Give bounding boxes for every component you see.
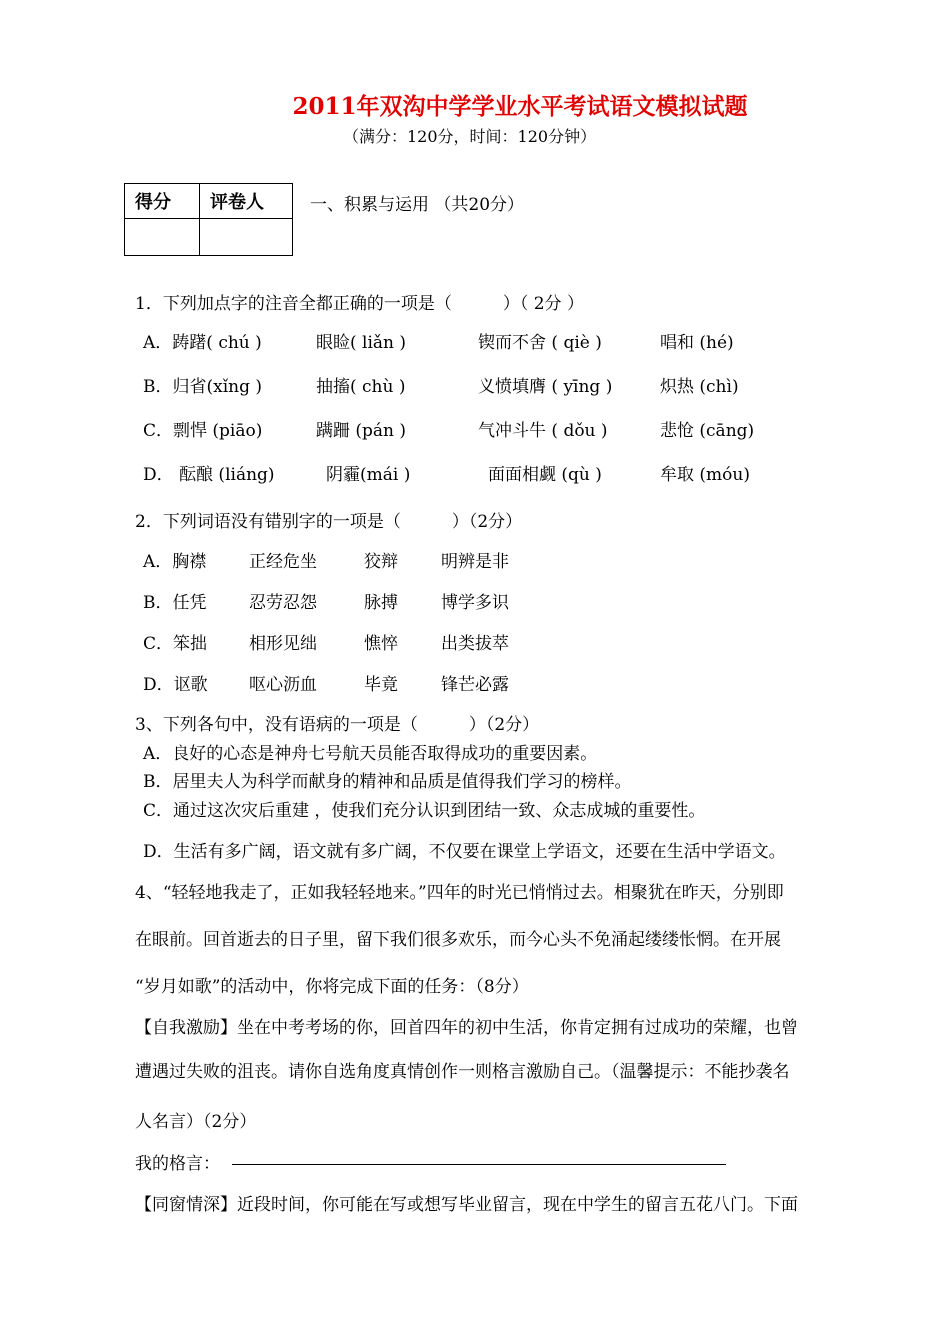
q2-b-1: B．任凭 [143, 593, 207, 613]
q1-a-1: A．踌躇( chú ) [143, 333, 262, 353]
q4-classmates-line-1: 【同窗情深】近段时间，你可能在写或想写毕业留言，现在中学生的留言五花八门。下面 [135, 1195, 798, 1215]
q1-d-1: D． 酝酿 (liáng) [143, 465, 275, 485]
q1-a-4: 唱和 (hé) [660, 333, 734, 353]
q2-d-3: 毕竟 [364, 675, 398, 695]
grader-header: 评卷人 [200, 184, 293, 219]
q1-c-2: 蹒跚 (pán ) [316, 421, 407, 441]
exam-title: 2011年双沟中学学业水平考试语文模拟试题 [292, 93, 748, 120]
q4-line-2: 在眼前。回首逝去的日子里，留下我们很多欢乐，而今心头不免涌起缕缕怅惘。在开展 [135, 930, 781, 950]
q1-d-2: 阴霾(mái ) [326, 465, 411, 485]
q2-d-4: 锋芒必露 [441, 675, 509, 695]
q2-stem: 2．下列词语没有错别字的一项是（ ）（2分） [135, 512, 523, 532]
q1-c-1: C．剽悍 (piāo) [143, 421, 263, 441]
q1-d-3: 面面相觑 (qù ) [488, 465, 602, 485]
q2-a-3: 狡辩 [364, 552, 398, 572]
q4-self-motivation-line-2: 遭遇过失败的沮丧。请你自选角度真情创作一则格言激励自己。（温馨提示：不能抄袭名 [135, 1062, 790, 1082]
grader-cell [200, 219, 293, 256]
q2-c-1: C．笨拙 [143, 634, 208, 654]
q2-d-1: D．讴歌 [143, 675, 208, 695]
q1-b-2: 抽搐( chù ) [316, 377, 406, 397]
q2-d-2: 呕心沥血 [249, 675, 317, 695]
q4-line-3: “岁月如歌”的活动中，你将完成下面的任务：（8分） [135, 977, 529, 997]
q4-self-motivation-line-1: 【自我激励】坐在中考考场的你，回首四年的初中生活，你肯定拥有过成功的荣耀，也曾 [135, 1018, 798, 1038]
q1-c-4: 悲怆 (cāng) [660, 421, 755, 441]
q2-c-2: 相形见绌 [249, 634, 317, 654]
motto-answer-line[interactable] [232, 1164, 726, 1165]
q1-b-3: 义愤填膺 ( yīng ) [478, 377, 613, 397]
q3-option-b: B．居里夫人为科学而献身的精神和品质是值得我们学习的榜样。 [143, 772, 632, 792]
score-cell [125, 219, 200, 256]
q2-c-4: 出类拔萃 [441, 634, 509, 654]
q3-option-c: C．通过这次灾后重建 ，使我们充分认识到团结一致、众志成城的重要性。 [143, 801, 706, 821]
q1-a-3: 锲而不舍 ( qiè ) [478, 333, 602, 353]
section-heading: 一、积累与运用 （共20分） [310, 195, 525, 215]
exam-subtitle: （满分：120分，时间：120分钟） [343, 127, 597, 146]
score-header: 得分 [125, 184, 200, 219]
q2-a-2: 正经危坐 [249, 552, 317, 572]
score-table [124, 183, 293, 256]
q1-c-3: 气冲斗牛 ( dǒu ) [478, 421, 608, 441]
q2-c-3: 憔悴 [364, 634, 398, 654]
q2-b-2: 忍劳忍怨 [249, 593, 317, 613]
q2-a-4: 明辨是非 [441, 552, 509, 572]
motto-label: 我的格言： [135, 1154, 220, 1174]
q1-a-2: 眼睑( liǎn ) [316, 333, 407, 353]
q1-b-1: B．归省(xǐng ) [143, 377, 263, 397]
q3-option-d: D．生活有多广阔，语文就有多广阔，不仅要在课堂上学语文，还要在生活中学语文。 [143, 842, 786, 862]
q2-a-1: A．胸襟 [143, 552, 207, 572]
q1-stem: 1．下列加点字的注音全都正确的一项是（ ）（ 2分 ） [135, 294, 584, 314]
q3-option-a: A．良好的心态是神舟七号航天员能否取得成功的重要因素。 [143, 744, 598, 764]
q4-self-motivation-line-3: 人名言）（2分） [135, 1112, 257, 1132]
q2-b-3: 脉搏 [364, 593, 398, 613]
q1-d-4: 牟取 (móu) [660, 465, 750, 485]
q2-b-4: 博学多识 [441, 593, 509, 613]
q4-line-1: 4、“轻轻地我走了，正如我轻轻地来。”四年的时光已悄悄过去。相聚犹在昨天，分别即 [135, 883, 784, 903]
q1-b-4: 炽热 (chì) [660, 377, 739, 397]
q3-stem: 3、下列各句中，没有语病的一项是（ ）（2分） [135, 715, 540, 735]
